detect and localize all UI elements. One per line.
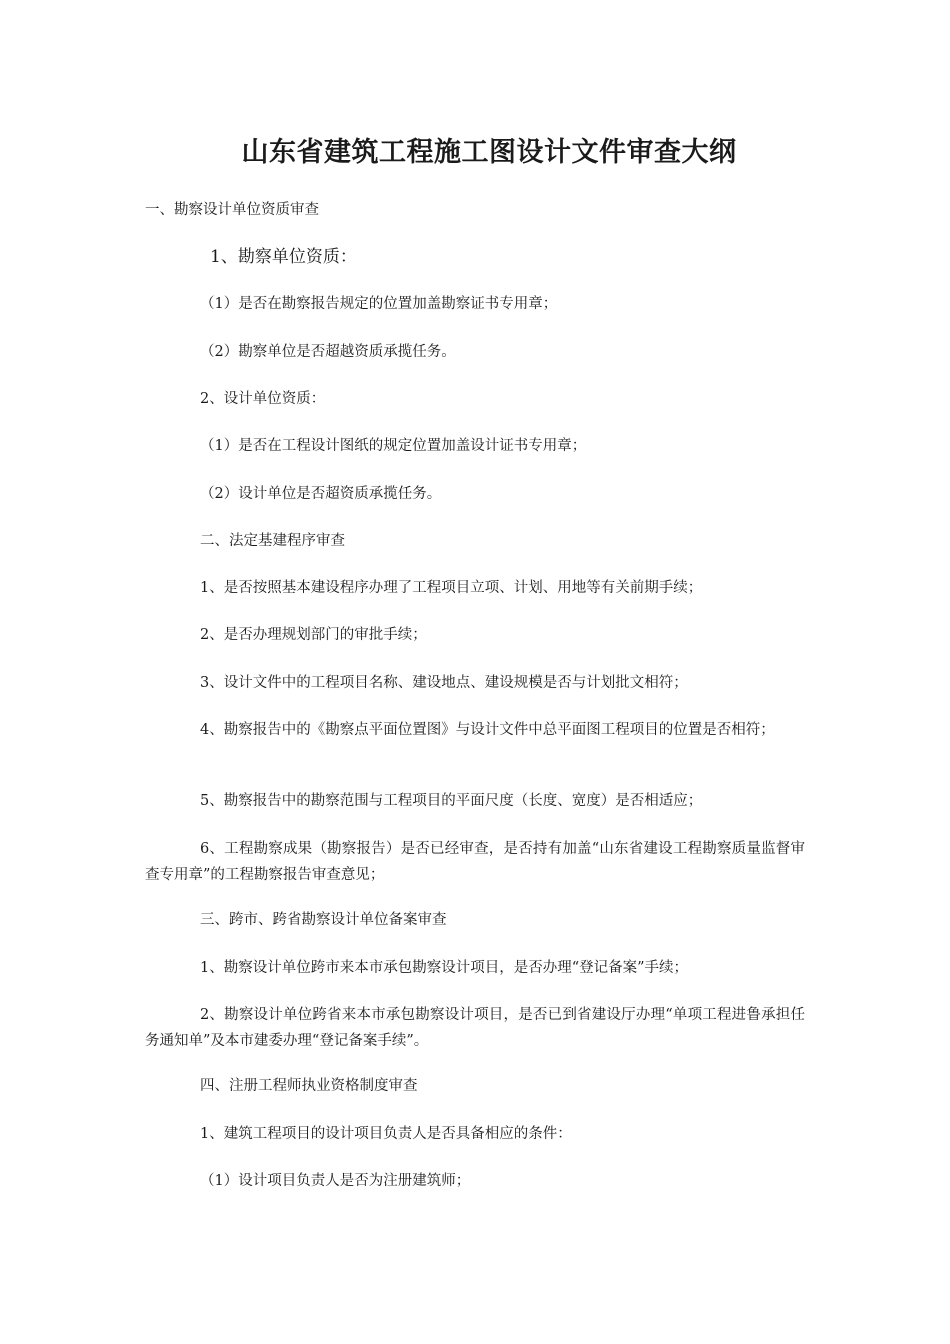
section-heading-4: 四、注册工程师执业资格制度审查 [200, 1078, 418, 1094]
section1-item-2a: （1）是否在工程设计图纸的规定位置加盖设计证书专用章； [200, 438, 587, 454]
section3-item-1: 1、勘察设计单位跨市来本市承包勘察设计项目，是否办理“登记备案”手续； [200, 960, 689, 976]
section-heading-1: 一、勘察设计单位资质审查 [145, 202, 319, 218]
section1-item-2: 2、设计单位资质： [200, 391, 326, 407]
section4-item-1: 1、建筑工程项目的设计项目负责人是否具备相应的条件： [200, 1126, 572, 1142]
section3-item-2: 2、勘察设计单位跨省来本市承包勘察设计项目，是否已到省建设厅办理“单项工程进鲁承担任务通知单”及本市建委办理“登记备案手续”。 [145, 1007, 805, 1049]
section2-item-4: 4、勘察报告中的《勘察点平面位置图》与设计文件中总平面图工程项目的位置是否相符； [200, 722, 775, 738]
section1-item-1: 1、勘察单位资质： [210, 247, 357, 267]
section-heading-3: 三、跨市、跨省勘察设计单位备案审查 [200, 912, 447, 928]
section2-item-5: 5、勘察报告中的勘察范围与工程项目的平面尺度（长度、宽度）是否相适应； [200, 793, 703, 809]
section2-item-2: 2、是否办理规划部门的审批手续； [200, 627, 427, 643]
section2-item-6: 6、工程勘察成果（勘察报告）是否已经审查，是否持有加盖“山东省建设工程勘察质量监督审查专用章”的工程勘察报告审查意见； [145, 841, 805, 883]
section1-item-1a: （1）是否在勘察报告规定的位置加盖勘察证书专用章； [200, 296, 558, 312]
section-heading-2: 二、法定基建程序审查 [200, 533, 345, 549]
section1-item-1b: （2）勘察单位是否超越资质承揽任务。 [200, 344, 456, 360]
document-title: 山东省建筑工程施工图设计文件审查大纲 [241, 137, 737, 168]
section2-item-3: 3、设计文件中的工程项目名称、建设地点、建设规模是否与计划批文相符； [200, 675, 688, 691]
section4-item-1a: （1）设计项目负责人是否为注册建筑师； [200, 1173, 471, 1189]
section2-item-1: 1、是否按照基本建设程序办理了工程项目立项、计划、用地等有关前期手续； [200, 580, 703, 596]
section1-item-2b: （2）设计单位是否超资质承揽任务。 [200, 486, 442, 502]
